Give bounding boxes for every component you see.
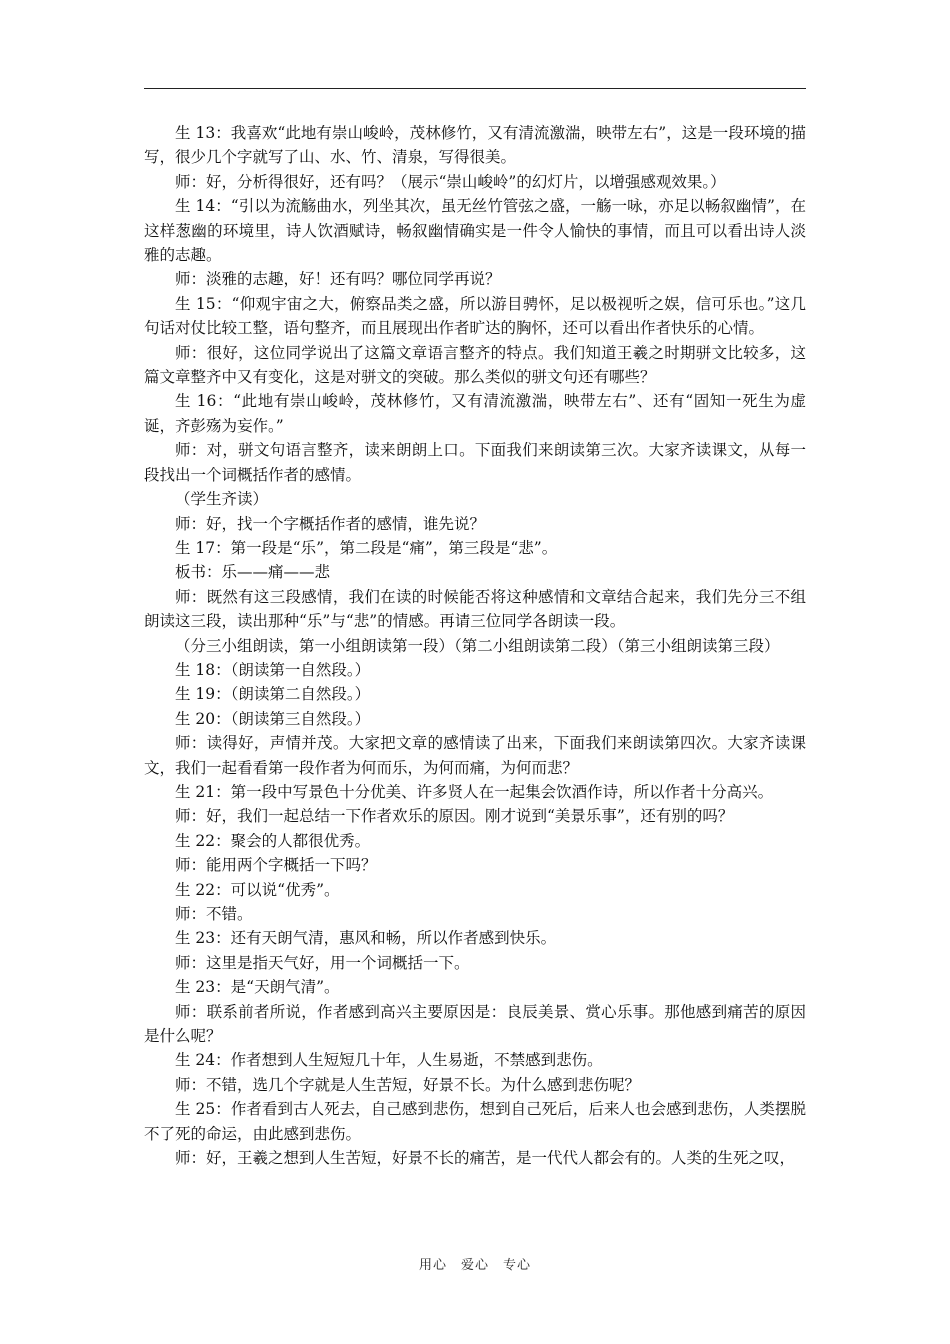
paragraph: 生 20：（朗读第三自然段。） xyxy=(175,709,371,728)
paragraph: 师：很好，这位同学说出了这篇文章语言整齐的特点。我们知道王羲之时期骈文比较多，这篇文章整齐中又有变化，这是对骈文的突破。那么类似的骈文句还有哪些？ xyxy=(144,343,806,387)
paragraph: 师：好，我们一起总结一下作者欢乐的原因。刚才说到“美景乐事”，还有别的吗？ xyxy=(175,807,734,826)
paragraph: 师：好，王羲之想到人生苦短，好景不长的痛苦，是一代代人都会有的。人类的生死之叹， xyxy=(175,1149,796,1168)
paragraph: 板书：乐——痛——悲 xyxy=(175,563,331,582)
paragraph: 生 21：第一段中写景色十分优美、许多贤人在一起集会饮酒作诗，所以作者十分高兴。 xyxy=(175,782,774,801)
paragraph: 师：好，分析得很好，还有吗？（展示“崇山峻岭”的幻灯片，以增强感观效果。） xyxy=(175,172,726,191)
paragraph: 生 14：“引以为流觞曲水，列坐其次，虽无丝竹管弦之盛，一觞一咏，亦足以畅叙幽情”，在这样葱幽的环境里，诗人饮酒赋诗，畅叙幽情确实是一件令人愉快的事情，而且可以看出诗人淡雅的志趣。 xyxy=(144,197,806,265)
paragraph: 生 18：（朗读第一自然段。） xyxy=(175,660,371,679)
paragraph: 生 22：可以说“优秀”。 xyxy=(175,880,340,899)
paragraph: 师：联系前者所说，作者感到高兴主要原因是：良辰美景、赏心乐事。那他感到痛苦的原因是什么呢？ xyxy=(144,1002,806,1046)
header-rule xyxy=(144,88,806,89)
paragraph: 师：能用两个字概括一下吗？ xyxy=(175,856,377,875)
paragraph: 生 19：（朗读第二自然段。） xyxy=(175,685,371,704)
paragraph: （学生齐读） xyxy=(175,490,269,509)
paragraph: 师：既然有这三段感情，我们在读的时候能否将这种感情和文章结合起来，我们先分三不组朗读这三段，读出那种“乐”与“悲”的情感。再请三位同学各朗读一段。 xyxy=(144,587,806,631)
paragraph: 生 24：作者想到人生短短几十年，人生易逝，不禁感到悲伤。 xyxy=(175,1051,603,1070)
page-footer: 用心 爱心 专心 xyxy=(418,1258,531,1273)
document-body xyxy=(144,121,806,1170)
paragraph: 师：对，骈文句语言整齐，读来朗朗上口。下面我们来朗读第三次。大家齐读课文，从每一段找出一个词概括作者的感情。 xyxy=(144,441,806,484)
paragraph: 生 13：我喜欢“此地有崇山峻岭，茂林修竹，又有清流激湍，映带左右”，这是一段环境的描写，很少几个字就写了山、水、竹、清泉，写得很美。 xyxy=(144,124,806,167)
paragraph: 生 23：是“天朗气清”。 xyxy=(175,978,340,997)
paragraph: 师：不错。 xyxy=(175,905,253,923)
paragraph: 生 15：“仰观宇宙之大，俯察品类之盛，所以游目骋怀，足以极视听之娱，信可乐也。”这几句话对仗比较工整，语句整齐，而且展现出作者旷达的胸怀，还可以看出作者快乐的心情。 xyxy=(144,294,806,338)
paragraph: （分三小组朗读，第一小组朗读第一段）（第二小组朗读第二段）（第三小组朗读第三段） xyxy=(175,636,780,655)
paragraph: 生 25：作者看到古人死去，自己感到悲伤，想到自己死后，后来人也会感到悲伤，人类摆脱不了死的命运，由此感到悲伤。 xyxy=(144,1100,806,1143)
paragraph: 师：这里是指天气好，用一个词概括一下。 xyxy=(175,953,470,972)
paragraph: 生 23：还有天朗气清，惠风和畅，所以作者感到快乐。 xyxy=(175,929,557,948)
paragraph: 生 22：聚会的人都很优秀。 xyxy=(175,831,371,850)
paragraph: 师：不错，选几个字就是人生苦短，好景不长。为什么感到悲伤呢？ xyxy=(175,1075,641,1094)
paragraph: 师：淡雅的志趣，好！还有吗？哪位同学再说？ xyxy=(175,270,501,289)
paragraph: 师：读得好，声情并茂。大家把文章的感情读了出来，下面我们来朗读第四次。大家齐读课文，我们一起看看第一段作者为何而乐，为何而痛，为何而悲？ xyxy=(144,734,806,777)
paragraph: 师：好，找一个字概括作者的感情，谁先说？ xyxy=(175,514,486,533)
paragraph: 生 16：“此地有崇山峻岭，茂林修竹，又有清流激湍，映带左右”、还有“固知一死生为虚诞，齐彭殇为妄作。” xyxy=(144,392,806,435)
paragraph: 生 17：第一段是“乐”，第二段是“痛”，第三段是“悲”。 xyxy=(175,538,558,557)
